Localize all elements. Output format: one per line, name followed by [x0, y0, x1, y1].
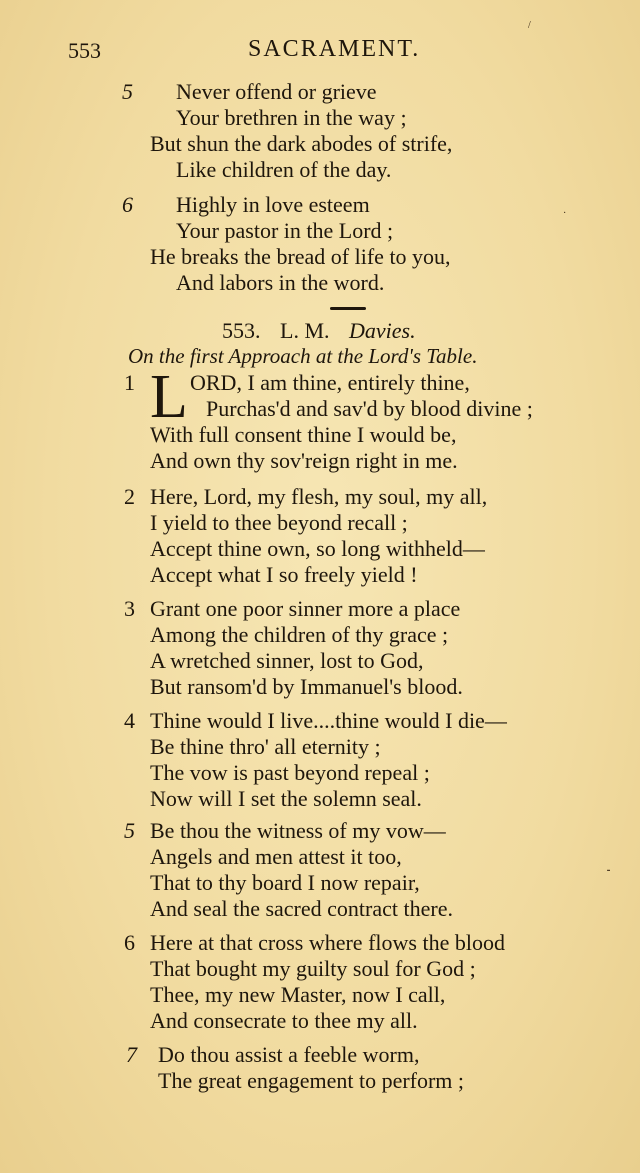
stanza-number: 3 — [124, 596, 135, 621]
stanza-number: 6 — [122, 192, 133, 217]
verse-line: Grant one poor sinner more a place — [150, 596, 461, 621]
hymn-subtitle: On the first Approach at the Lord's Table. — [128, 344, 478, 368]
verse-line: Thee, my new Master, now I call, — [150, 982, 446, 1007]
stanza-number: 1 — [124, 370, 135, 395]
stanza-number: 2 — [124, 484, 135, 509]
verse-line: That bought my guilty soul for God ; — [150, 956, 476, 981]
stanza-number: 7 — [126, 1042, 137, 1067]
stanza-number: 5 — [124, 818, 135, 843]
stanza-number: 5 — [122, 79, 133, 104]
verse-line: Be thine thro' all eternity ; — [150, 734, 381, 759]
verse-line: Now will I set the solemn seal. — [150, 786, 422, 811]
verse-line: Accept what I so freely yield ! — [150, 562, 418, 587]
verse-line: The great engagement to perform ; — [158, 1068, 465, 1093]
running-title: SACRAMENT. — [248, 36, 421, 62]
verse-line: And own thy sov'reign right in me. — [150, 448, 458, 473]
verse-line: He breaks the bread of life to you, — [150, 244, 451, 269]
hymn-heading — [222, 318, 430, 344]
verse-line: But shun the dark abodes of strife, — [150, 131, 453, 156]
page-number: 553 — [68, 38, 101, 63]
verse-line: And labors in the word. — [176, 270, 385, 295]
verse-line: Here at that cross where flows the blood — [150, 930, 505, 955]
ink-speck: ⁃ — [606, 866, 611, 877]
verse-line: Among the children of thy grace ; — [150, 622, 449, 647]
verse-line: Highly in love esteem — [176, 192, 370, 217]
verse-line: Your brethren in the way ; — [176, 105, 407, 130]
verse-line: And consecrate to thee my all. — [150, 1008, 418, 1033]
verse-line: Thine would I live....thine would I die— — [150, 708, 507, 733]
verse-line: The vow is past beyond repeal ; — [150, 760, 430, 785]
verse-line: I yield to thee beyond recall ; — [150, 510, 408, 535]
hymn-number: 553. — [222, 318, 261, 343]
verse-line: Purchas'd and sav'd by blood divine ; — [206, 396, 533, 421]
section-divider — [330, 307, 366, 310]
verse-line: Do thou assist a feeble worm, — [158, 1042, 420, 1067]
ink-speck: · — [563, 208, 567, 219]
verse-line: Your pastor in the Lord ; — [176, 218, 394, 243]
verse-line: Accept thine own, so long withheld— — [150, 536, 485, 561]
verse-line: Like children of the day. — [176, 157, 392, 182]
verse-line: And seal the sacred contract there. — [150, 896, 453, 921]
hymn-author: Davies. — [349, 318, 416, 343]
verse-line: With full consent thine I would be, — [150, 422, 457, 447]
drop-cap: L — [150, 363, 188, 431]
verse-line: A wretched sinner, lost to God, — [150, 648, 424, 673]
verse-line: Here, Lord, my flesh, my soul, my all, — [150, 484, 488, 509]
verse-line: Angels and men attest it too, — [150, 844, 402, 869]
verse-line: ORD, I am thine, entirely thine, — [190, 370, 470, 395]
verse-line: Be thou the witness of my vow— — [150, 818, 446, 843]
verse-line: That to thy board I now repair, — [150, 870, 420, 895]
verse-line: But ransom'd by Immanuel's blood. — [150, 674, 463, 699]
stanza-number: 4 — [124, 708, 135, 733]
verse-line: Never offend or grieve — [176, 79, 377, 104]
ink-speck: / — [528, 20, 531, 31]
hymn-meter: L. M. — [280, 318, 330, 343]
stanza-number: 6 — [124, 930, 135, 955]
